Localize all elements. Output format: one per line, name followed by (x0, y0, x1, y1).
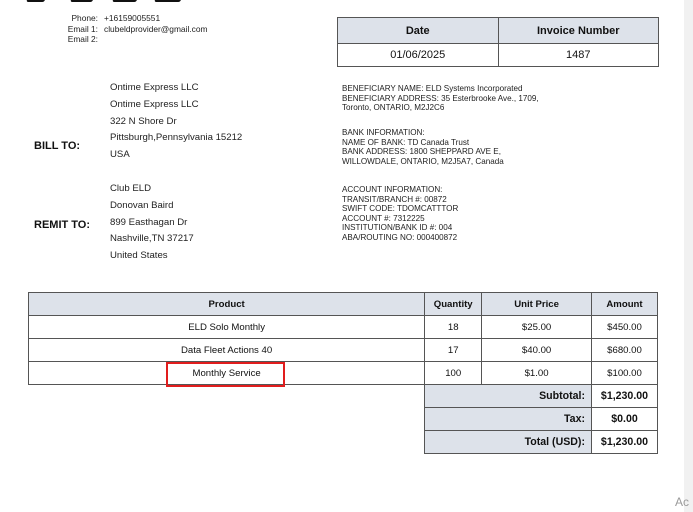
bill-to-line: Pittsburgh,Pennsylvania 15212 (110, 132, 243, 144)
total-value: $1,230.00 (592, 431, 658, 454)
remit-to-label: REMIT TO: (34, 219, 91, 231)
product-cell: Monthly Service (29, 362, 425, 385)
phone-label: Phone: (71, 13, 98, 23)
total-label: Total (USD): (425, 431, 592, 454)
account-info-line: INSTITUTION/BANK ID #: 004 (342, 223, 453, 233)
tax-value: $0.00 (592, 408, 658, 431)
account-info-line: SWIFT CODE: TDOMCATTTOR (342, 204, 459, 214)
bank-info-block (342, 128, 602, 166)
unit-price-cell: $1.00 (482, 362, 592, 385)
bill-to-line: 322 N Shore Dr (110, 115, 177, 127)
table-row (29, 339, 658, 362)
unit-price-cell: $25.00 (482, 316, 592, 339)
scrollbar[interactable] (684, 0, 693, 512)
email1-value: clubeldprovider@gmail.com (104, 23, 208, 34)
invoice-date: 01/06/2025 (338, 44, 499, 67)
highlight-box (166, 362, 285, 387)
subtotal-row (29, 385, 658, 408)
amount-cell: $450.00 (592, 316, 658, 339)
remit-to-line: Donovan Baird (110, 199, 174, 211)
tax-row (29, 408, 658, 431)
account-info-line: ABA/ROUTING NO: 000400872 (342, 232, 458, 242)
product-cell: ELD Solo Monthly (29, 316, 425, 339)
bill-to-line: USA (110, 149, 130, 161)
subtotal-value: $1,230.00 (592, 385, 658, 408)
product-cell: Data Fleet Actions 40 (29, 339, 425, 362)
amount-cell: $680.00 (592, 339, 658, 362)
remit-to-address (110, 181, 194, 265)
beneficiary-block (342, 84, 602, 113)
bank-info-line: BANK INFORMATION: (342, 128, 425, 137)
account-info-line: TRANSIT/BRANCH #: 00872 (342, 194, 447, 204)
quantity-cell: 18 (425, 316, 482, 339)
invoice-number-header: Invoice Number (498, 18, 659, 44)
bill-to-label: BILL TO: (34, 140, 81, 152)
invoice-number: 1487 (498, 44, 659, 67)
quantity-header: Quantity (425, 293, 482, 316)
bank-info-line: WILLOWDALE, ONTARIO, M2J5A7, Canada (342, 156, 504, 166)
table-row (29, 316, 658, 339)
contact-block (28, 13, 207, 45)
beneficiary-line: BENEFICIARY NAME: ELD Systems Incorporated (342, 84, 523, 93)
bank-info-line: NAME OF BANK: TD Canada Trust (342, 137, 470, 147)
product-header: Product (29, 293, 425, 316)
phone-value: +16159005551 (104, 13, 161, 23)
remit-to-line: Nashville,TN 37217 (110, 233, 194, 245)
account-info-block (342, 185, 602, 243)
amount-header: Amount (592, 293, 658, 316)
bank-info-line: BANK ADDRESS: 1800 SHEPPARD AVE E, (342, 147, 501, 157)
company-logo (28, 0, 188, 4)
tax-label: Tax: (425, 408, 592, 431)
bill-to-line: Ontime Express LLC (110, 98, 199, 110)
watermark-text: Ac (675, 495, 690, 509)
remit-to-line: Club ELD (110, 183, 152, 194)
quantity-cell: 100 (425, 362, 482, 385)
invoice-header-table (337, 17, 659, 67)
beneficiary-line: BENEFICIARY ADDRESS: 35 Esterbrooke Ave., 1709, (342, 93, 539, 103)
quantity-cell: 17 (425, 339, 482, 362)
email1-label: Email 1: (67, 23, 98, 34)
total-row (29, 431, 658, 454)
date-header: Date (338, 18, 499, 44)
table-header-row (29, 293, 658, 316)
table-row (29, 362, 658, 385)
email2-label: Email 2: (67, 34, 98, 44)
account-info-line: ACCOUNT INFORMATION: (342, 185, 443, 194)
line-items-table (28, 292, 658, 454)
amount-cell: $100.00 (592, 362, 658, 385)
bill-to-line: Ontime Express LLC (110, 82, 199, 93)
remit-to-line: 899 Easthagan Dr (110, 216, 188, 228)
account-info-line: ACCOUNT #: 7312225 (342, 213, 425, 223)
unit-price-header: Unit Price (482, 293, 592, 316)
beneficiary-line: Toronto, ONTARIO, M2J2C6 (342, 103, 445, 113)
remit-to-line: United States (110, 250, 168, 262)
subtotal-label: Subtotal: (425, 385, 592, 408)
bill-to-address (110, 80, 242, 164)
unit-price-cell: $40.00 (482, 339, 592, 362)
